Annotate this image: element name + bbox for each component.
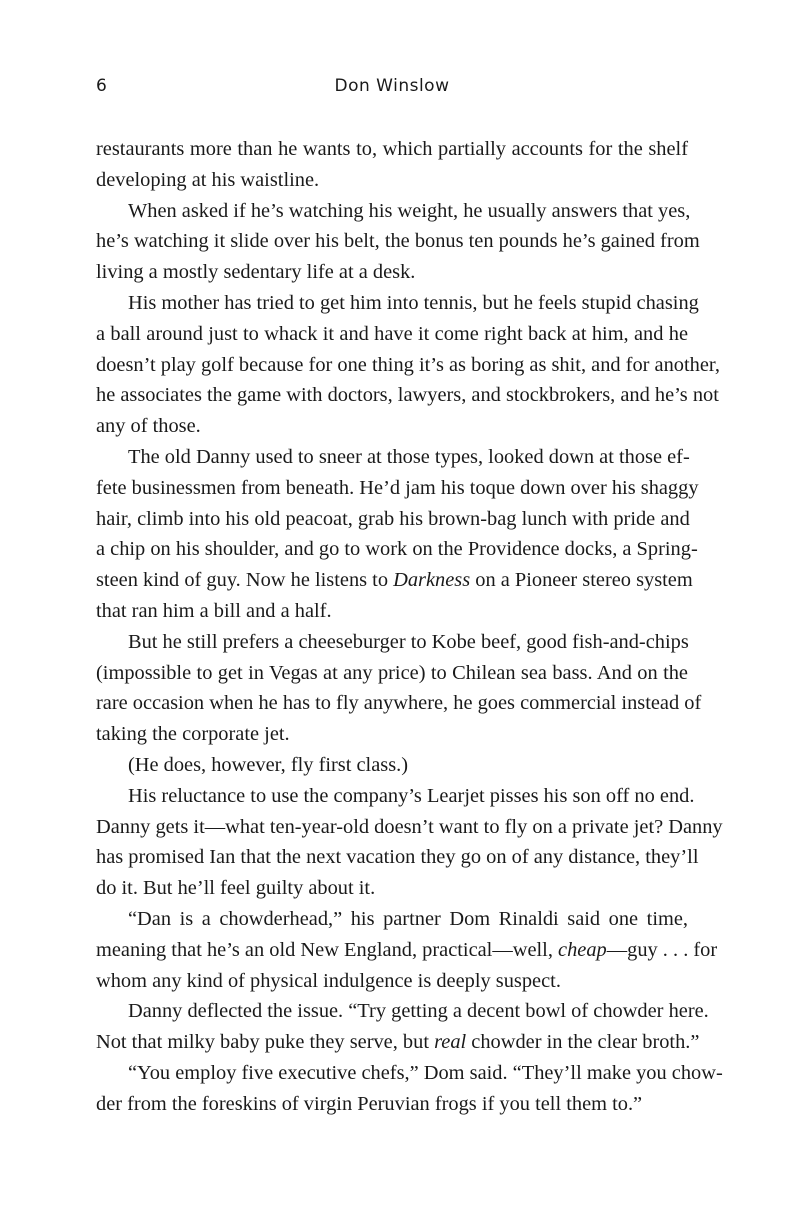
text-line: When asked if he’s watching his weight, he usually answers that yes, (128, 199, 691, 222)
text-line: taking the corporate jet. (96, 723, 290, 746)
text-line: he’s watching it slide over his belt, the bonus ten pounds he’s gained from (96, 230, 700, 253)
text-segment: meaning that he’s an old New England, practical—well, (96, 938, 559, 961)
text-line: whom any kind of physical indulgence is deeply suspect. (96, 969, 561, 992)
text-line: do it. But he’ll feel guilty about it. (96, 877, 376, 900)
text-line: living a mostly sedentary life at a desk. (96, 261, 416, 284)
text-line: Danny gets it—what ten-year-old doesn’t want to fly on a private jet? Danny (96, 815, 723, 838)
body-text (96, 134, 723, 1120)
italic-text: real (434, 1031, 467, 1054)
text-line: a ball around just to whack it and have it come right back at him, and he (96, 322, 688, 345)
text-line: But he still prefers a cheeseburger to Kobe beef, good fish-and-chips (128, 630, 689, 653)
text-segment: —guy . . . for (606, 938, 718, 961)
page-number: 6 (96, 76, 108, 96)
text-line: (impossible to get in Vegas at any price) to Chilean sea bass. And on the (96, 661, 688, 684)
text-line: restaurants more than he wants to, which partially accounts for the shelf (96, 138, 688, 160)
text-segment: Not that milky baby puke they serve, but (96, 1031, 435, 1054)
text-line: The old Danny used to sneer at those types, looked down at those ef- (128, 445, 690, 468)
text-line: His reluctance to use the company’s Learjet pisses his son off no end. (128, 784, 695, 807)
text-segment: on a Pioneer stereo system (470, 569, 693, 592)
text-segment: steen kind of guy. Now he listens to (96, 569, 394, 592)
text-line: rare occasion when he has to fly anywhere, he goes commercial instead of (96, 692, 702, 715)
text-line: he associates the game with doctors, lawyers, and stockbrokers, and he’s not (96, 384, 719, 407)
text-line: (He does, however, fly first class.) (128, 753, 409, 776)
text-line (96, 935, 718, 966)
text-line: any of those. (96, 415, 201, 438)
italic-text: Darkness (393, 569, 471, 592)
running-head-author: Don Winslow (334, 76, 450, 96)
text-line: “You employ five executive chefs,” Dom said. “They’ll make you chow- (128, 1061, 723, 1084)
text-line: fete businessmen from beneath. He’d jam his toque down over his shaggy (96, 476, 699, 499)
text-segment: chowder in the clear broth.” (466, 1031, 700, 1054)
text-line: der from the foreskins of virgin Peruvian frogs if you tell them to.” (96, 1092, 643, 1115)
italic-text: cheap (558, 938, 607, 961)
text-line: doesn’t play golf because for one thing it’s as boring as shit, and for another, (96, 353, 720, 376)
text-line: Danny deflected the issue. “Try getting a decent bowl of chowder here. (128, 1000, 709, 1023)
text-line: His mother has tried to get him into tennis, but he feels stupid chasing (128, 291, 699, 314)
text-line (96, 565, 693, 596)
text-line: has promised Ian that the next vacation they go on of any distance, they’ll (96, 846, 699, 869)
text-line: hair, climb into his old peacoat, grab his brown-bag lunch with pride and (96, 507, 690, 530)
text-line: a chip on his shoulder, and go to work on the Providence docks, a Spring- (96, 538, 698, 561)
text-line: that ran him a bill and a half. (96, 599, 332, 622)
text-line: “Dan is a chowderhead,” his partner Dom Rinaldi said one time, (128, 907, 688, 930)
text-line (96, 1027, 700, 1058)
running-head (96, 76, 688, 100)
text-line: developing at his waistline. (96, 168, 320, 191)
